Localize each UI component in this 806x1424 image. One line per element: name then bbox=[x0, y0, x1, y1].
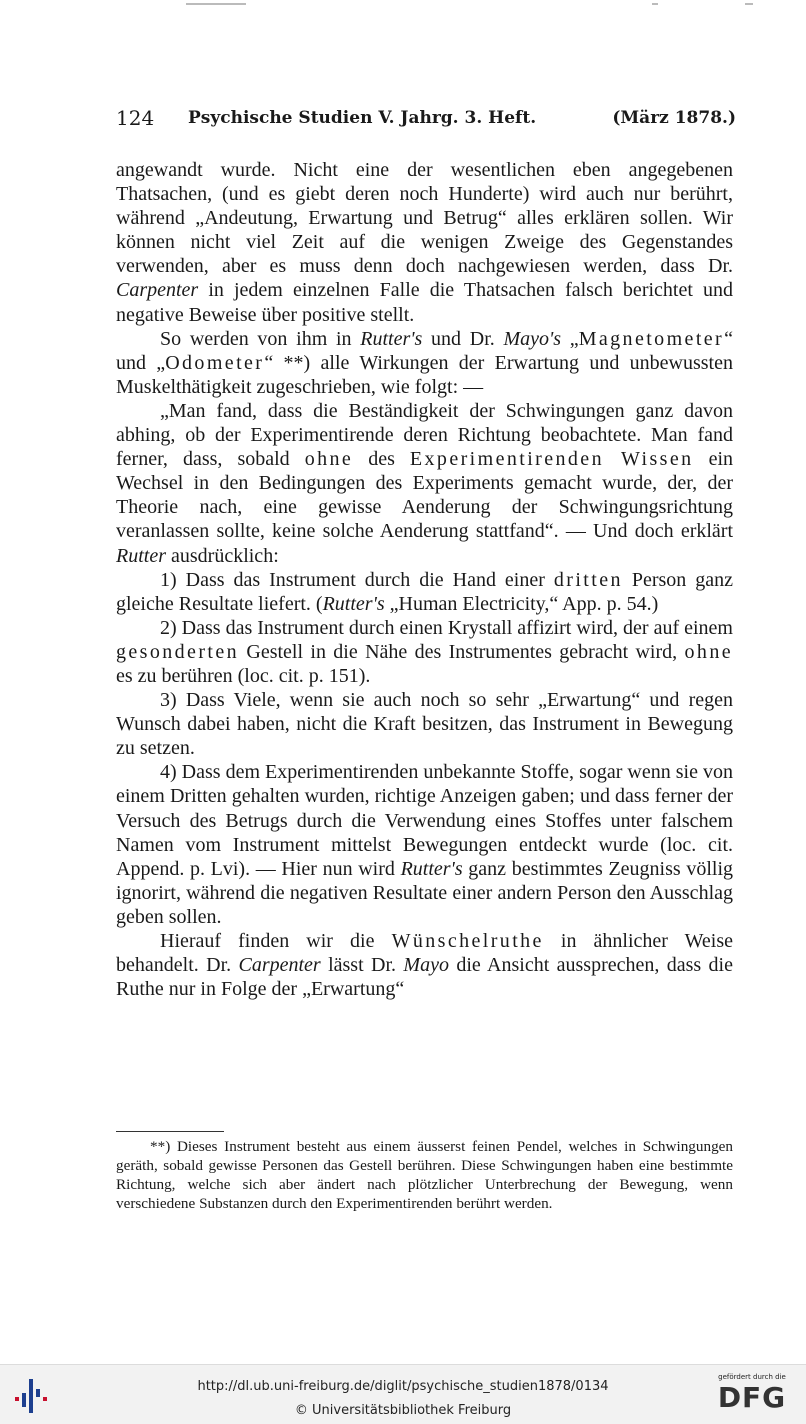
dfg-funding-note: gefördert durch die bbox=[718, 1373, 786, 1381]
text-run: in jedem einzelnen Falle die Thatsachen falsch berichtet und negative Beweise über positive stellt. bbox=[116, 279, 733, 326]
journal-title: Psychische Studien V. Jahrg. 3. Heft. bbox=[188, 108, 537, 128]
text-run: „ bbox=[561, 327, 579, 350]
text-run: angewandt wurde. Nicht eine der wesentlichen eben angegebenen Thatsachen, (und es giebt deren noch Hunderte) wird auch nur berührt, während „Andeutung, Erwartung und Betrug“ alles erklären sollen. Wir können nicht viel Zeit auf die wenigen Zweige des Gegenstandes verwenden, aber es muss denn doch nachgewiesen werden, dass Dr. bbox=[116, 159, 733, 278]
emphasis-ohne: ohne bbox=[304, 448, 354, 471]
list-item bbox=[116, 616, 733, 688]
scan-mark bbox=[745, 3, 753, 5]
text-run: ein Wechsel in den Bedingungen des Experiments gemacht wurde, der, der Theorie nach, eine gewisse Aenderung der Schwingungsrichtung veranlassen sollte, keine solche Aenderung stattfand“. — Und doch erklärt bbox=[116, 448, 733, 543]
term-odometer: Odometer bbox=[165, 351, 265, 374]
term-magnetometer: Magnetometer bbox=[578, 327, 725, 350]
page-number: 124 bbox=[116, 106, 155, 130]
text-run: Hierauf finden wir die bbox=[160, 930, 392, 952]
source-url-link[interactable]: http://dl.ub.uni-freiburg.de/diglit/psychische_studien1878/0134 bbox=[197, 1379, 609, 1394]
copyright-notice: © Universitätsbibliothek Freiburg bbox=[294, 1403, 512, 1418]
footnote bbox=[116, 1137, 733, 1213]
footnote-rule bbox=[116, 1131, 224, 1132]
text-run: “ und „ bbox=[116, 327, 733, 374]
text-run: des bbox=[353, 448, 410, 471]
paragraph bbox=[116, 327, 733, 399]
text-run: ausdrücklich: bbox=[166, 544, 279, 567]
text-run: So werden von ihm in bbox=[160, 327, 361, 350]
scan-mark bbox=[652, 3, 658, 5]
list-item bbox=[116, 568, 733, 616]
scan-mark bbox=[186, 3, 246, 5]
paragraph bbox=[116, 929, 733, 1001]
term-wuenschelruthe: Wünschelruthe bbox=[391, 930, 544, 952]
list-item bbox=[116, 760, 733, 929]
issue-date: (März 1878.) bbox=[612, 108, 736, 128]
running-header bbox=[116, 106, 736, 136]
scan-edge-marks bbox=[0, 0, 806, 10]
name-carpenter: Carpenter bbox=[116, 279, 199, 302]
text-run: es zu berühren (loc. cit. p. 151). bbox=[116, 664, 371, 687]
text-run: 1) Dass das Instrument durch die Hand einer bbox=[160, 568, 554, 591]
text-run: und Dr. bbox=[422, 327, 504, 350]
text-run: „Human Electricity,“ App. p. 54.) bbox=[384, 592, 659, 615]
text-run: 4) Dass dem Experimentirenden unbekannte Stoffe, sogar wenn sie von einem Dritten gehalten wurden, richtige Anzeigen gaben; und dass ferner der Versuch des Betrugs durch die Verwendung eines Stoffes unter falschem Namen vom Instrument mittelst Bewegungen entdeckt wurde (loc. cit. Append. p. Lvi). — Hier nun wird bbox=[116, 761, 733, 880]
text-run: „Man fand, dass die Beständigkeit der Schwingungen ganz davon abhing, ob der Experimentirende deren Richtung beobachtete. Man fand ferner, dass, sobald bbox=[116, 399, 733, 471]
main-text bbox=[116, 158, 733, 1001]
footnote-text: **) Dieses Instrument besteht aus einem äusserst feinen Pendel, welches in Schwingungen geräth, sobald gewisse Personen das Gestell berühren. Diese Schwingungen haben eine bestimmte Richtung, welche sich aber ändert nach plötzlicher Unterbrechung der Bewegung, wenn verschiedene Substanzen durch den Experimentirenden berührt werden. bbox=[116, 1138, 733, 1212]
text-run: 2) Dass das Instrument durch einen Krystall affizirt wird, der auf einem bbox=[160, 616, 733, 639]
name-rutter: Rutter bbox=[116, 544, 166, 567]
text-run: Gestell in die Nähe des Instrumentes gebracht wird, bbox=[239, 640, 685, 663]
viewer-footer bbox=[0, 1364, 806, 1424]
text-run: Person ganz gleiche Resultate liefert. ( bbox=[116, 568, 734, 615]
text-run: “ **) alle Wirkungen der Erwartung und unbewussten Muskelthätigkeit zugeschrieben, wie folgt: — bbox=[116, 351, 733, 398]
text-run: ganz bestimmtes Zeugniss völlig ignorirt, während die negativen Resultate einer andern Person den Ausschlag geben sollen. bbox=[116, 857, 733, 928]
name-rutter: Rutter's bbox=[322, 592, 385, 615]
emphasis-experimentirenden: Experimentirenden Wissen bbox=[409, 448, 694, 471]
emphasis-dritten: dritten bbox=[553, 568, 623, 591]
name-mayo: Mayo's bbox=[503, 327, 562, 350]
emphasis-gesonderten: gesonderten bbox=[116, 640, 240, 663]
text-run: die Ansicht aussprechen, dass die Ruthe nur in Folge der „Erwartung“ bbox=[116, 954, 733, 1001]
text-run: lässt Dr. bbox=[320, 954, 404, 977]
name-rutter: Rutter's bbox=[360, 327, 423, 350]
dfg-logo bbox=[710, 1373, 794, 1419]
name-carpenter: Carpenter bbox=[238, 954, 321, 977]
dfg-logo-text: DFG bbox=[717, 1381, 787, 1414]
name-rutter: Rutter's bbox=[400, 857, 463, 880]
list-item: 3) Dass Viele, wenn sie auch noch so sehr „Erwartung“ und regen Wunsch dabei haben, nicht die Kraft besitzen, das Instrument in Bewegung zu setzen. bbox=[116, 689, 733, 760]
emphasis-ohne: ohne bbox=[684, 640, 733, 663]
name-mayo: Mayo bbox=[403, 954, 449, 977]
paragraph bbox=[116, 399, 733, 568]
paragraph bbox=[116, 158, 733, 327]
text-run: in ähnlicher Weise behandelt. Dr. bbox=[116, 930, 734, 977]
